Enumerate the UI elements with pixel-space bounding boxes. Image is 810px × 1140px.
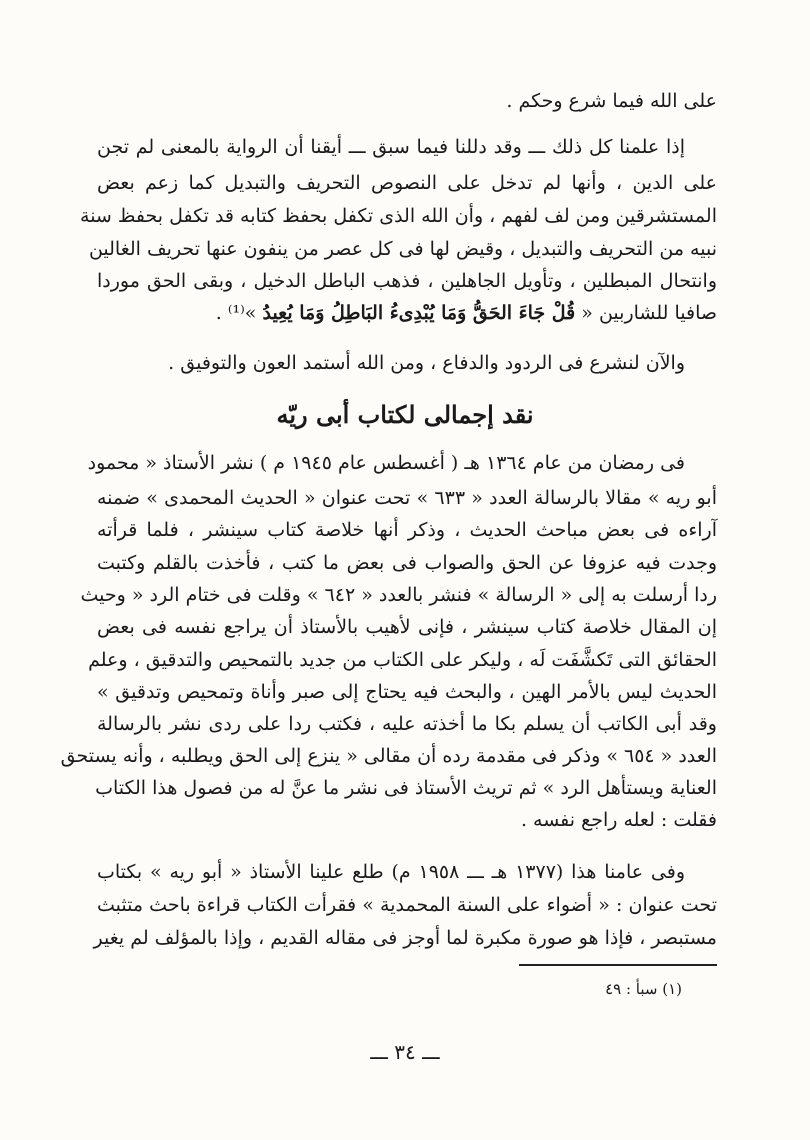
paragraph-1-line-2: على الدين ، وأنها لم تدخل على النصوص التحريف والتبديل كما زعم بعض <box>97 172 717 194</box>
paragraph-2-line-1: والآن لنشرع فى الردود والدفاع ، ومن الله أستمد العون والتوفيق . <box>168 352 685 374</box>
footnote: (١) سبأ : ٤٩ <box>605 980 682 998</box>
footnote-separator <box>519 964 717 966</box>
paragraph-3-line-12: فقلت : لعله راجع نفسه . <box>520 809 717 831</box>
paragraph-3-line-1: فى رمضان من عام ١٣٦٤ هـ ( أغسطس عام ١٩٤٥ م ) نشر الأستاذ « محمود <box>87 452 685 474</box>
quran-quote: قُلْ جَاءَ الحَقُّ وَمَا يُبْدِىءُ البَاطِلُ وَمَا يُعِيدُ <box>262 302 576 324</box>
quote-close-footnote-ref: »⁽¹⁾ . <box>215 302 263 324</box>
paragraph-3-line-2: أبو ريه » مقالا بالرسالة العدد « ٦٣٣ » تحت عنوان « الحديث المحمدى » ضمنه <box>97 487 717 509</box>
paragraph-4-line-1: وفى عامنا هذا (١٣٧٧ هـ ـــ ١٩٥٨ م) طلع علينا الأستاذ « أبو ريه » بكتاب <box>97 861 685 883</box>
paragraph-4-line-3: مستبصر ، فإذا هو صورة مكبرة لما أوجز فى مقاله القديم ، وإذا بالمؤلف لم يغير <box>93 927 717 949</box>
paragraph-3-line-10: العدد « ٦٥٤ » وذكر فى مقدمة رده أن مقالى « ينزع إلى الحق ويطلبه ، وأنه يستحق <box>60 745 717 767</box>
paragraph-1-line-4: نبيه من التحريف والتبديل ، وقيض لها فى كل عصر من ينفون عنها تحريف الغالين <box>88 238 717 260</box>
paragraph-3-line-4: وجدت فيه عزوفا عن الحق والصواب فى بعض ما كتب ، فأخذت بالقلم وكتبت <box>97 552 717 574</box>
paragraph-1-line-5: وانتحال المبطلين ، وتأويل الجاهلين ، فذهب الباطل الدخيل ، وبقى الحق موردا <box>97 270 717 292</box>
paragraph-1-line-1: إذا علمنا كل ذلك ـــ وقد دللنا فيما سبق ـــ أيقنا أن الرواية بالمعنى لم تجن <box>97 136 685 158</box>
paragraph-3-line-7: الحقائق التى تَكشَّفَت لَه ، وليكر على الكتاب من جديد بالتمحيص والتدقيق ، وعلم <box>88 649 717 671</box>
paragraph-3-line-5: ردا أرسلت به إلى « الرسالة » فنشر بالعدد « ٦٤٢ » وقلت فى ختام الرد « وحيث <box>80 584 717 606</box>
paragraph-1-line-3: المستشرقين ومن لف لفهم ، وأن الله الذى تكفل بحفظ كتابه قد تكفل بحفظ سنة <box>80 205 717 227</box>
paragraph-3-line-6: إن المقال خلاصة كتاب سينشر ، فإنى لأهيب بالأستاذ أن يراجع نفسه فى بعض <box>97 616 717 638</box>
quote-open: صافيا للشاربين « <box>575 302 717 324</box>
paragraph-4-line-2: تحت عنوان : « أضواء على السنة المحمدية » فقرأت الكتاب قراءة باحث متثبث <box>97 894 717 916</box>
paragraph-3-line-9: وقد أبى الكاتب أن يسلم بكا ما أخذته عليه ، فكتب ردا على ردى نشر بالرسالة <box>97 713 717 735</box>
paragraph-3-line-3: آراءه فى بعض مباحث الحديث ، وذكر أنها خلاصة كتاب سينشر ، فلما قرأته <box>97 519 717 541</box>
paragraph-3-line-11: العناية ويستأهل الرد » ثم تريث الأستاذ فى نشر ما عنَّ له من فصول هذا الكتاب <box>95 777 717 799</box>
page-number: ـــ ٣٤ ـــ <box>370 1040 440 1064</box>
section-heading: نقد إجمالى لكتاب أبى ريّه <box>276 400 534 429</box>
intro-line-1: على الله فيما شرع وحكم . <box>506 90 717 112</box>
paragraph-3-line-8: الحديث ليس بالأمر الهين ، والبحث فيه يحتاج إلى صبر وأناة وتمحيص وتدقيق » <box>97 681 717 703</box>
paragraph-1-line-6 <box>97 298 717 328</box>
